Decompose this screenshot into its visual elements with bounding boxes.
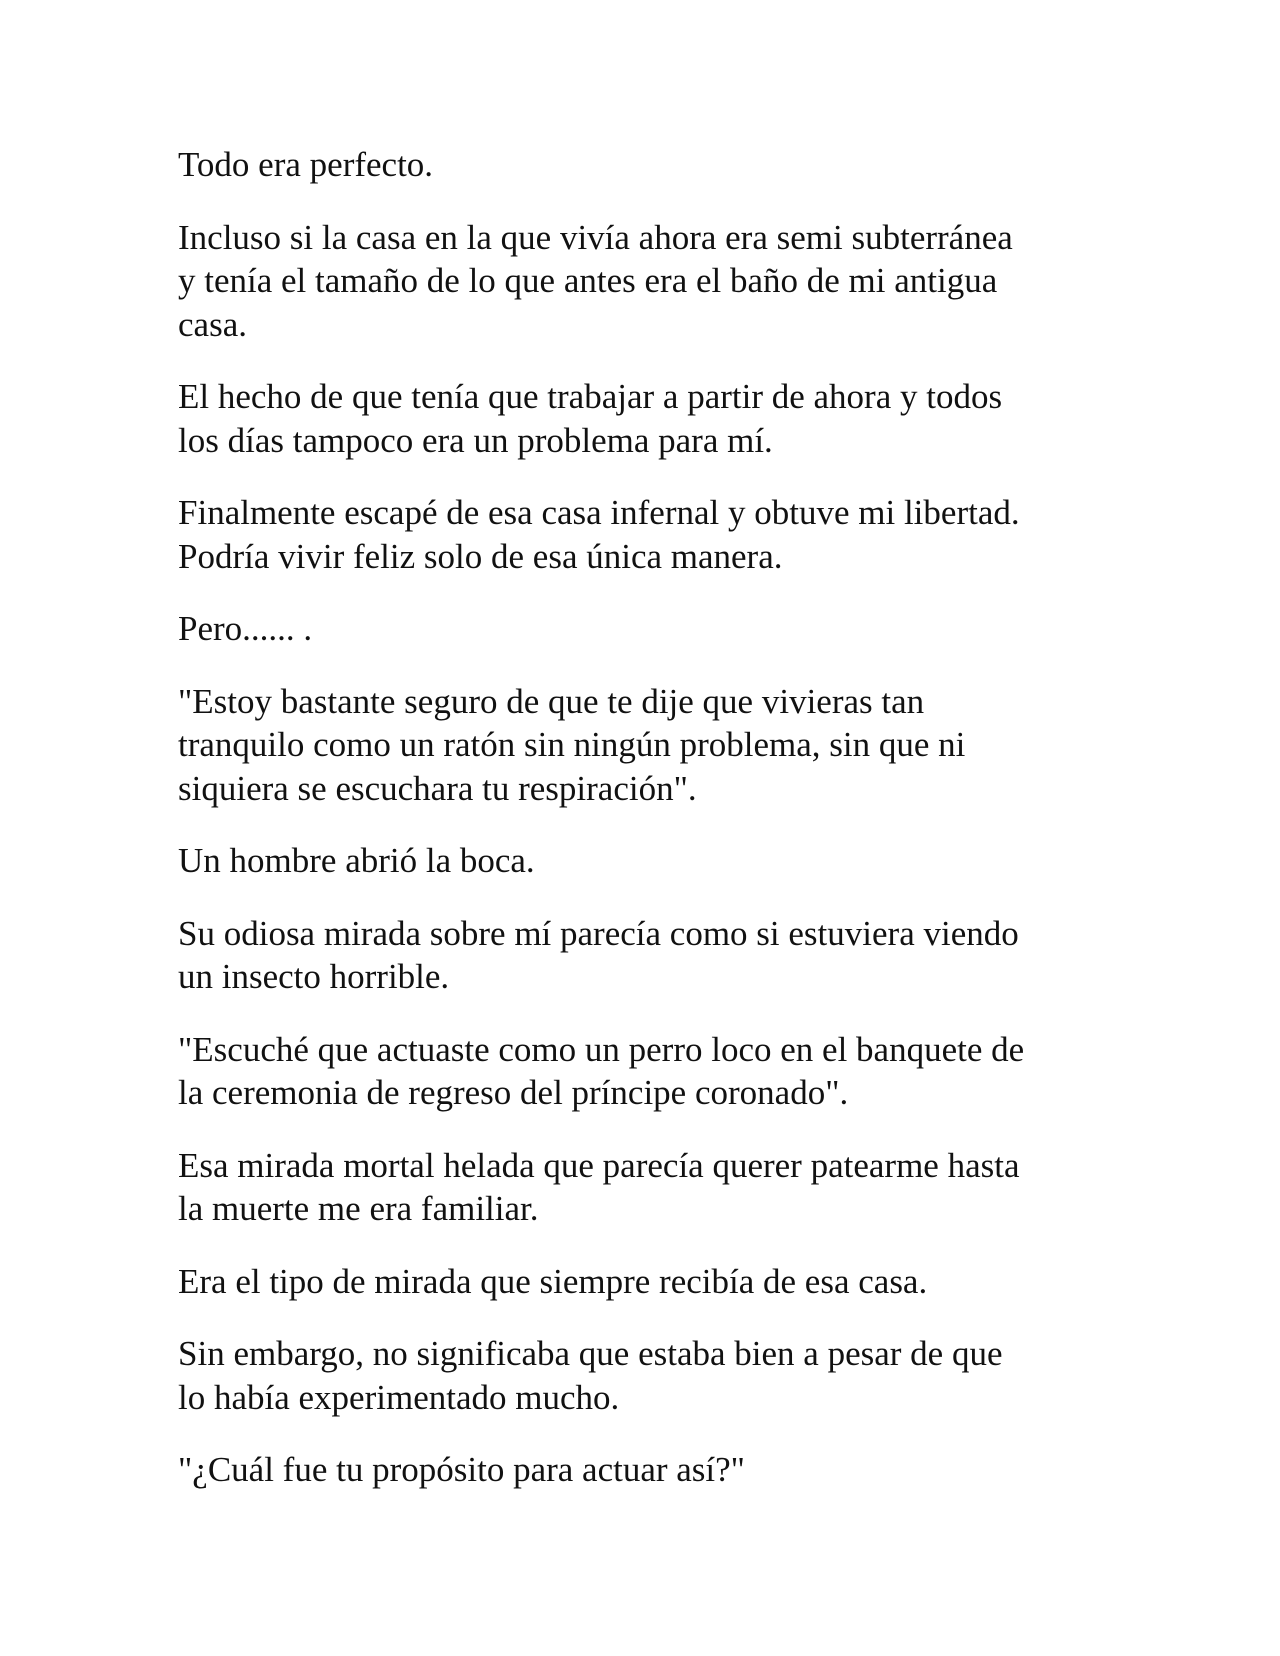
text-line: "¿Cuál fue tu propósito para actuar así?" xyxy=(178,1450,745,1489)
paragraph-11 xyxy=(178,1260,1108,1304)
text-line: la muerte me era familiar. xyxy=(178,1189,539,1228)
text-line: Su odiosa mirada sobre mí parecía como si estuviera viendo xyxy=(178,913,1019,953)
text-line: Sin embargo, no significaba que estaba bien a pesar de que xyxy=(178,1334,1003,1373)
text-line: Era el tipo de mirada que siempre recibía de esa casa. xyxy=(178,1261,928,1301)
paragraph-10 xyxy=(178,1144,1108,1231)
paragraph-2 xyxy=(178,216,1108,347)
text-line: casa. xyxy=(178,304,247,344)
paragraph-4 xyxy=(178,491,1108,578)
paragraph-9 xyxy=(178,1028,1108,1115)
text-line: la ceremonia de regreso del príncipe coronado". xyxy=(178,1073,849,1112)
text-line: un insecto horrible. xyxy=(178,957,450,996)
text-line: y tenía el tamaño de lo que antes era el baño de mi antigua xyxy=(178,261,998,300)
text-line: Esa mirada mortal helada que parecía querer patearme hasta xyxy=(178,1145,1020,1185)
text-line: "Estoy bastante seguro de que te dije que vivieras tan xyxy=(178,681,925,721)
text-line: "Escuché que actuaste como un perro loco en el banquete de xyxy=(178,1029,1025,1069)
paragraph-3 xyxy=(178,375,1108,462)
paragraph-7 xyxy=(178,839,1108,883)
text-line: Podría vivir feliz solo de esa única manera. xyxy=(178,536,783,576)
text-line: Un hombre abrió la boca. xyxy=(178,841,535,880)
text-line: Finalmente escapé de esa casa infernal y obtuve mi libertad. xyxy=(178,493,1020,532)
text-line: Incluso si la casa en la que vivía ahora era semi subterránea xyxy=(178,217,1013,257)
text-line: los días tampoco era un problema para mí. xyxy=(178,420,773,460)
paragraph-5 xyxy=(178,607,1108,651)
text-line: lo había experimentado mucho. xyxy=(178,1377,620,1417)
document-page xyxy=(178,143,1108,1521)
text-line: tranquilo como un ratón sin ningún problema, sin que ni xyxy=(178,725,966,764)
text-line: Pero...... . xyxy=(178,609,313,648)
paragraph-8 xyxy=(178,912,1108,999)
paragraph-12 xyxy=(178,1332,1108,1419)
text-line: siquiera se escuchara tu respiración". xyxy=(178,768,697,808)
text-line: El hecho de que tenía que trabajar a partir de ahora y todos xyxy=(178,377,1003,416)
paragraph-6 xyxy=(178,680,1108,811)
text-line: Todo era perfecto. xyxy=(178,145,434,184)
paragraph-1 xyxy=(178,143,1108,187)
paragraph-13 xyxy=(178,1448,1108,1492)
